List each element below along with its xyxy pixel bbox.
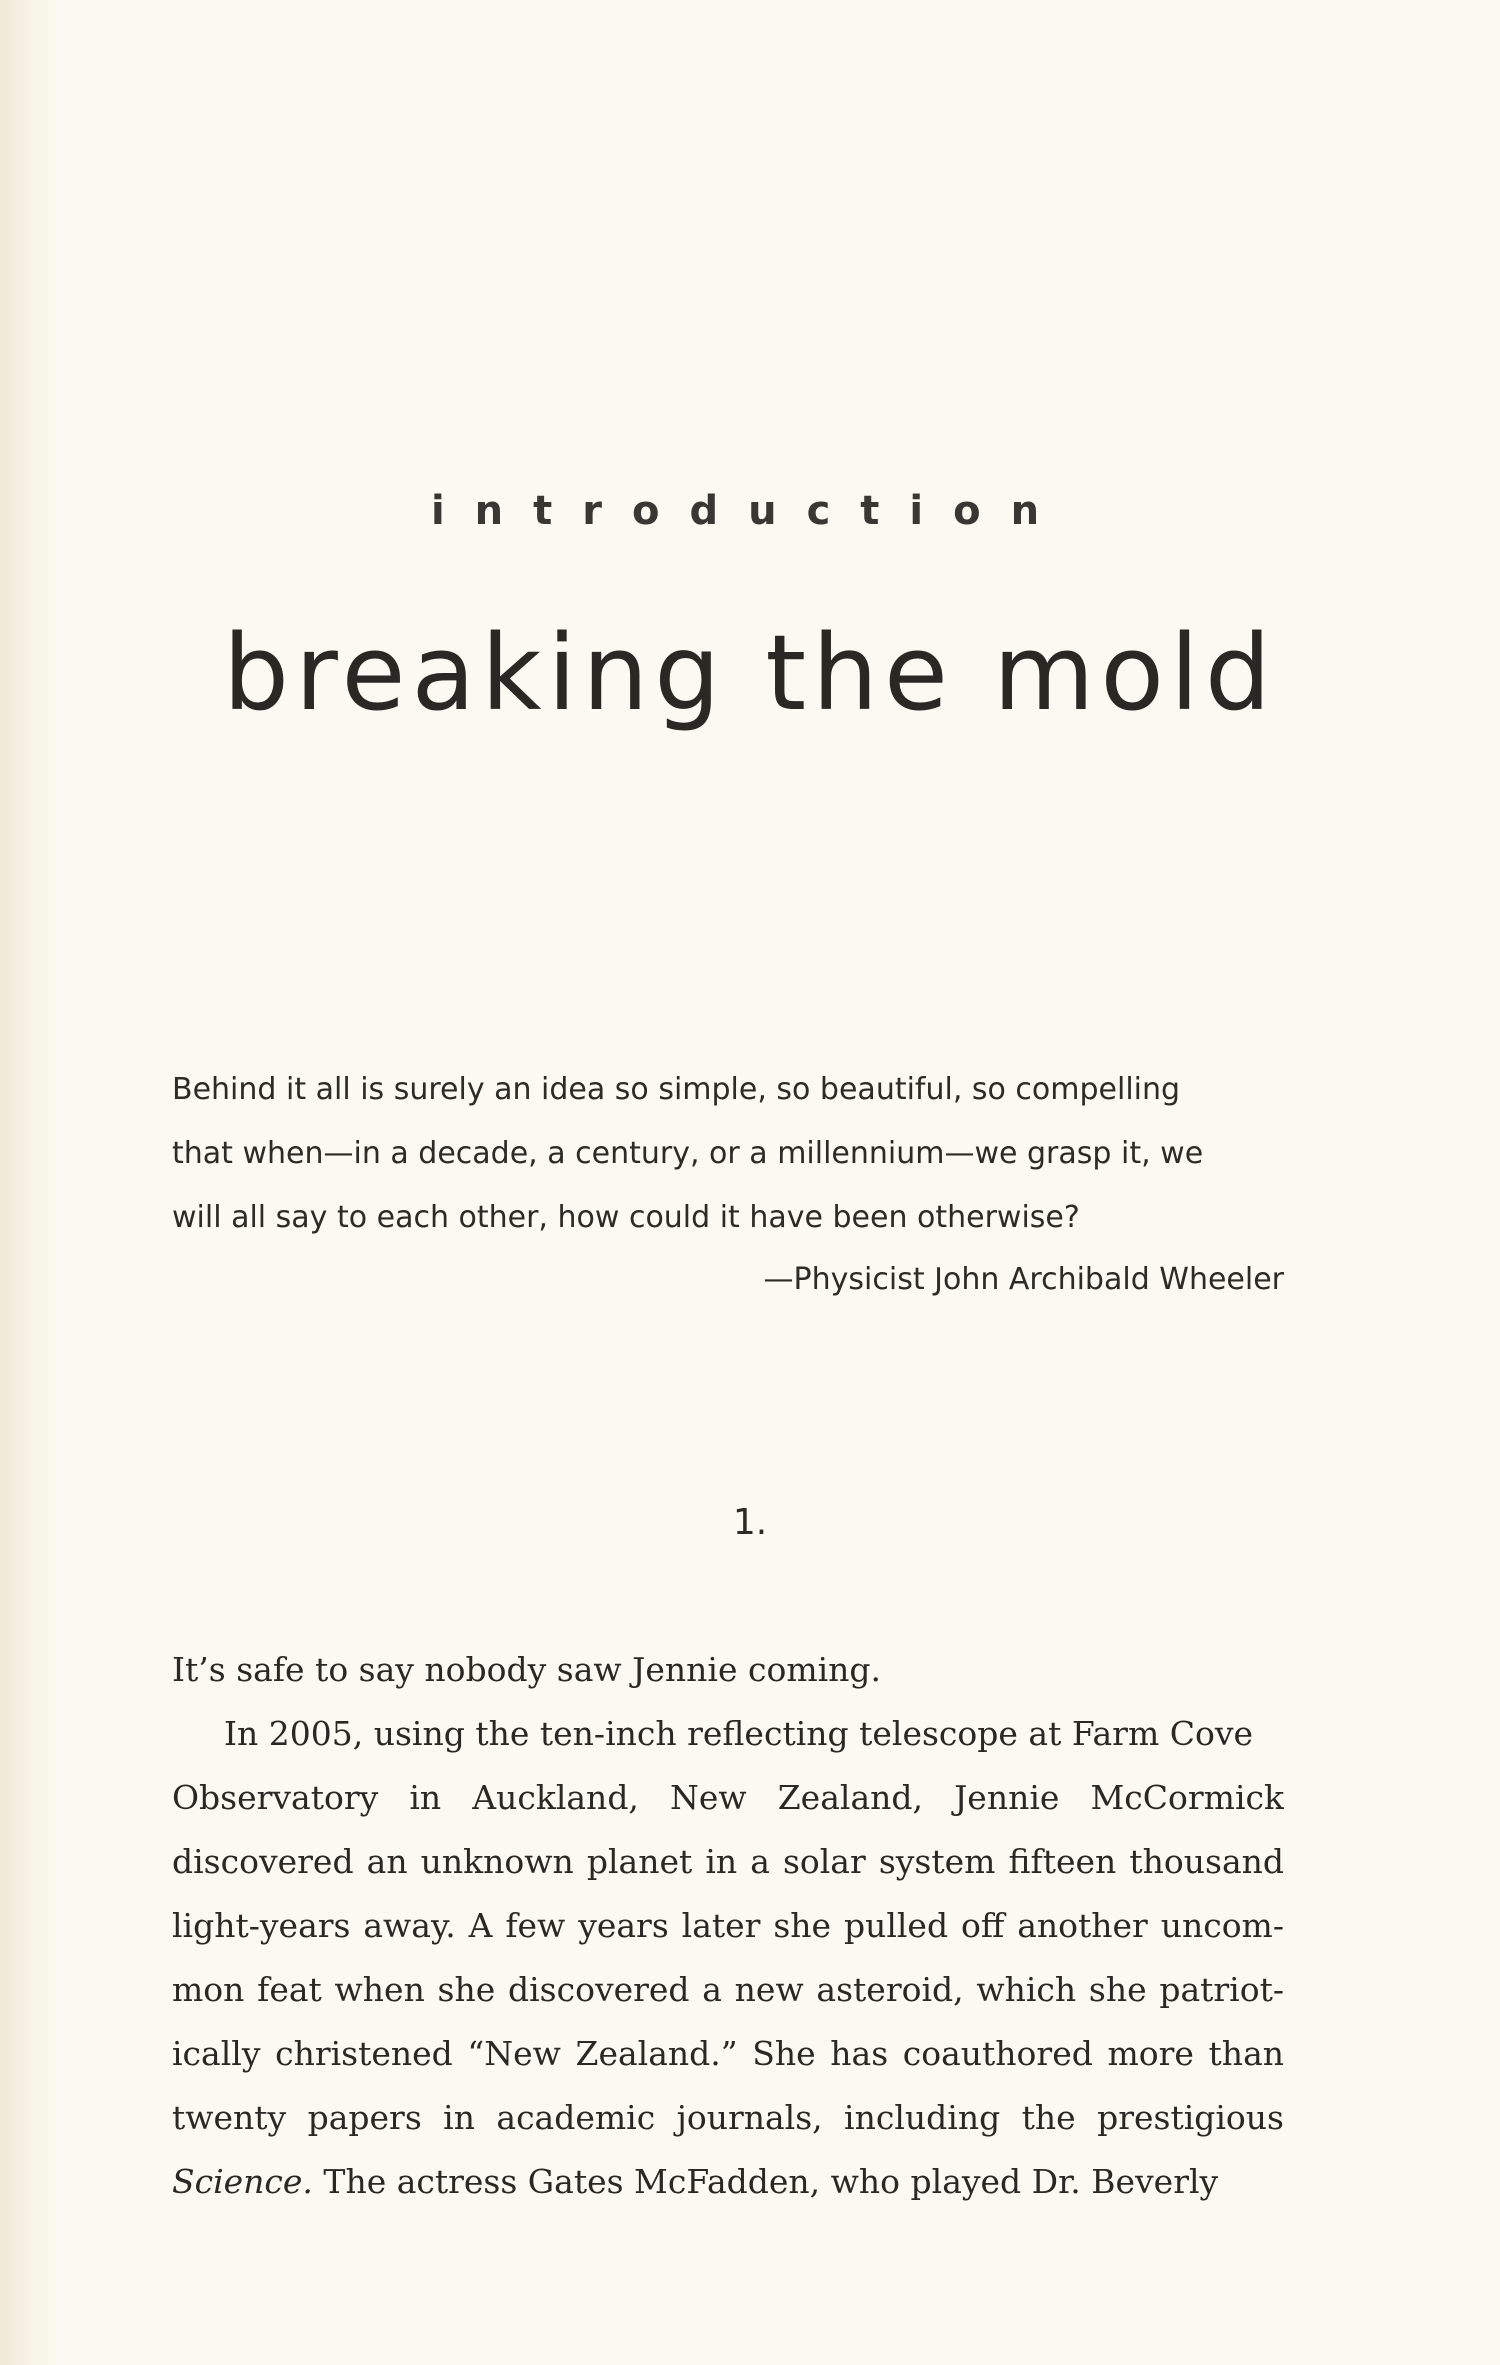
epigraph-line: that when—in a decade, a century, or a millennium—we grasp it, we — [172, 1136, 1204, 1171]
epigraph-line: Behind it all is surely an idea so simple, so beautiful, so compelling — [172, 1072, 1181, 1107]
body-line: In 2005, using the ten-inch reflecting telescope at Farm Cove — [224, 1714, 1254, 1753]
body-line: light-years away. A few years later she pulled off another uncom- — [172, 1906, 1284, 1945]
body-line: ically christened “New Zealand.” She has coauthored more than — [172, 2034, 1284, 2073]
body-line-tail: The actress Gates McFadden, who played Dr. Beverly — [312, 2162, 1219, 2201]
body-line: discovered an unknown planet in a solar system fifteen thousand — [172, 1842, 1284, 1881]
chapter-kicker: introduction — [430, 488, 1070, 534]
epigraph-quote — [172, 1058, 1284, 1250]
page-gutter-shading — [0, 0, 60, 2365]
body-paragraphs — [172, 1638, 1284, 2214]
body-line: twenty papers in academic journals, including the prestigious — [172, 2098, 1284, 2137]
chapter-title: breaking the mold — [223, 612, 1277, 734]
body-line: It’s safe to say nobody saw Jennie coming. — [172, 1650, 882, 1689]
body-line: mon feat when she discovered a new asteroid, which she patriot- — [172, 1970, 1284, 2009]
journal-title: Science. — [172, 2162, 313, 2201]
body-line-last — [172, 2150, 1284, 2214]
epigraph-line: will all say to each other, how could it have been otherwise? — [172, 1200, 1080, 1235]
epigraph-attribution: —Physicist John Archibald Wheeler — [763, 1262, 1284, 1297]
body-line: Observatory in Auckland, New Zealand, Jennie McCormick — [172, 1778, 1284, 1817]
section-number: 1. — [732, 1502, 768, 1543]
